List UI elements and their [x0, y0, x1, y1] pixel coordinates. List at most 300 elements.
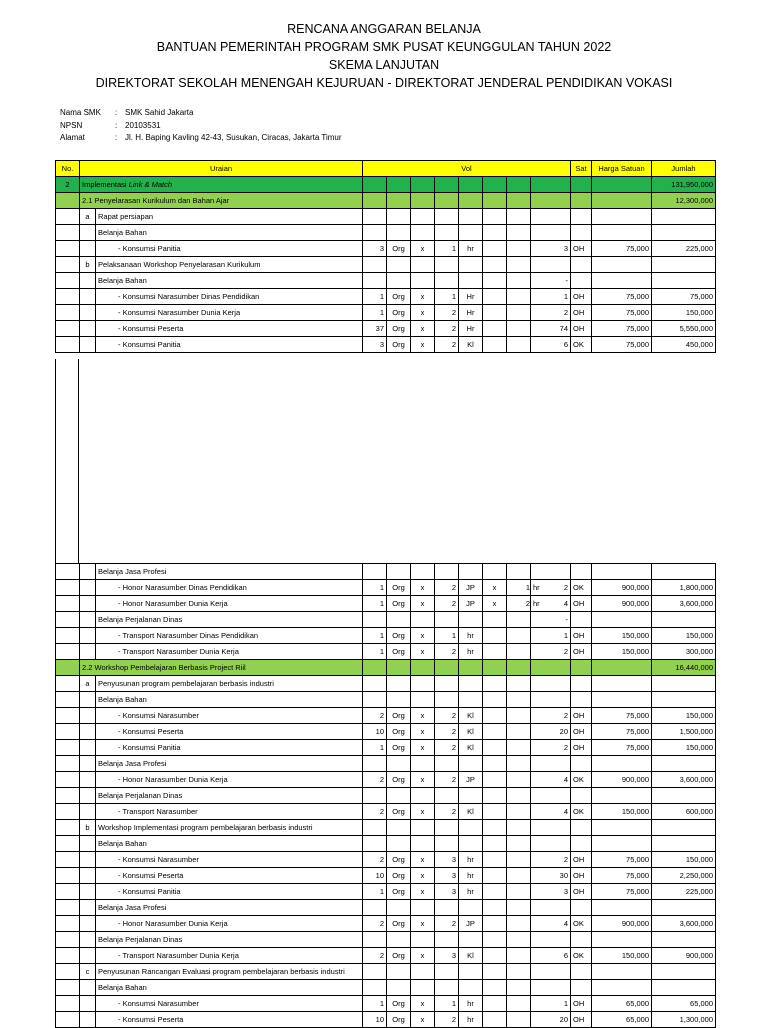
table-cell — [435, 193, 459, 209]
table-cell — [652, 756, 716, 772]
line-total: 900,000 — [652, 948, 716, 964]
unit-sat: OH — [571, 241, 592, 257]
subsection-number: 2.1 — [82, 195, 93, 205]
category-total-vol — [531, 564, 571, 580]
info-value: Jl. H. Baping Kavling 42-43, Susukan, Ciracas, Jakarta Timur — [125, 133, 342, 142]
item-description: - Transport Narasumber — [96, 804, 363, 820]
vol-qty-3 — [507, 724, 531, 740]
table-cell — [592, 257, 652, 273]
activity-letter: b — [80, 820, 96, 836]
table-cell — [459, 980, 483, 996]
table-cell — [56, 932, 80, 948]
table-cell — [80, 740, 96, 756]
table-cell — [80, 788, 96, 804]
table-cell — [387, 932, 411, 948]
table-cell — [592, 676, 652, 692]
item-row — [56, 321, 716, 337]
unit-sat: OH — [571, 852, 592, 868]
table-cell — [507, 836, 531, 852]
table-cell — [531, 660, 571, 676]
table-cell — [571, 676, 592, 692]
vol-qty-1: 3 — [363, 241, 387, 257]
vol-total-cell — [531, 321, 571, 337]
table-cell — [507, 257, 531, 273]
table-cell — [56, 225, 80, 241]
category-row — [56, 788, 716, 804]
table-cell — [435, 564, 459, 580]
vol-qty-2: 1 — [435, 241, 459, 257]
item-row — [56, 740, 716, 756]
table-cell — [56, 612, 80, 628]
vol-unit-1: Org — [387, 916, 411, 932]
table-cell — [507, 660, 531, 676]
vol-qty-3 — [507, 804, 531, 820]
table-cell — [411, 788, 435, 804]
vol-unit-1: Org — [387, 337, 411, 353]
vol-times-1: x — [411, 305, 435, 321]
unit-price: 900,000 — [592, 772, 652, 788]
table-cell — [507, 788, 531, 804]
line-total: 75,000 — [652, 289, 716, 305]
table-cell — [531, 964, 571, 980]
table-cell — [411, 964, 435, 980]
table-cell — [652, 209, 716, 225]
activity-row — [56, 676, 716, 692]
vol-unit-1: Org — [387, 289, 411, 305]
table-cell — [459, 932, 483, 948]
table-cell — [411, 836, 435, 852]
table-cell — [531, 193, 571, 209]
subsection-number: 2.2 — [82, 662, 93, 672]
table-cell — [507, 612, 531, 628]
table-cell — [411, 932, 435, 948]
line-total: 3,600,000 — [652, 772, 716, 788]
table-cell — [652, 564, 716, 580]
table-cell — [571, 257, 592, 273]
item-description: - Honor Narasumber Dunia Kerja — [96, 916, 363, 932]
vol-times-1: x — [411, 321, 435, 337]
table-header — [56, 161, 716, 177]
line-total: 600,000 — [652, 804, 716, 820]
vol-qty-2: 3 — [435, 884, 459, 900]
unit-price: 75,000 — [592, 708, 652, 724]
table-cell — [56, 884, 80, 900]
table-cell — [652, 257, 716, 273]
activity-row — [56, 257, 716, 273]
item-row — [56, 305, 716, 321]
vol-qty-3 — [507, 241, 531, 257]
table-cell — [80, 225, 96, 241]
vol-qty-1: 1 — [363, 305, 387, 321]
vol-qty-2: 3 — [435, 852, 459, 868]
table-cell — [571, 225, 592, 241]
vol-unit-1: Org — [387, 804, 411, 820]
vol-qty-3 — [507, 321, 531, 337]
table-cell — [483, 676, 507, 692]
table-cell — [80, 692, 96, 708]
category-title: Belanja Jasa Profesi — [96, 756, 363, 772]
table-cell — [411, 660, 435, 676]
unit-price: 900,000 — [592, 580, 652, 596]
subsection-title — [80, 660, 363, 676]
table-cell — [363, 273, 387, 289]
activity-title: Pelaksanaan Workshop Penyelarasan Kurikulum — [96, 257, 363, 273]
table-cell — [435, 964, 459, 980]
table-cell — [387, 564, 411, 580]
vol-times-2 — [483, 916, 507, 932]
vol-unit-2: JP — [459, 772, 483, 788]
table-cell — [571, 836, 592, 852]
table-cell — [571, 177, 592, 193]
table-cell — [56, 900, 80, 916]
vol-total: 4 — [563, 774, 568, 784]
vol-total-cell — [531, 708, 571, 724]
table-cell — [80, 337, 96, 353]
table-cell — [483, 273, 507, 289]
table-cell — [483, 257, 507, 273]
table-cell — [652, 820, 716, 836]
table-cell — [80, 273, 96, 289]
vol-total: 2 — [563, 646, 568, 656]
category-row — [56, 836, 716, 852]
vol-qty-1: 1 — [363, 580, 387, 596]
vol-unit-2: Kl — [459, 708, 483, 724]
table-cell — [592, 692, 652, 708]
info-label: NPSN — [60, 120, 83, 130]
table-cell — [459, 964, 483, 980]
table-cell — [56, 708, 80, 724]
vol-total-cell — [531, 996, 571, 1012]
vol-unit-3: hr — [533, 598, 540, 608]
table-cell — [387, 820, 411, 836]
table-cell — [387, 788, 411, 804]
vol-qty-2: 2 — [435, 337, 459, 353]
vol-times-1: x — [411, 884, 435, 900]
unit-sat: OH — [571, 596, 592, 612]
table-cell — [387, 964, 411, 980]
item-row — [56, 596, 716, 612]
table-cell — [483, 980, 507, 996]
category-total-vol — [531, 756, 571, 772]
table-cell — [363, 980, 387, 996]
vol-qty-1: 1 — [363, 628, 387, 644]
vol-total: 3 — [563, 243, 568, 253]
vol-times-2 — [483, 337, 507, 353]
vol-times-1: x — [411, 772, 435, 788]
vol-unit-2: Hr — [459, 321, 483, 337]
vol-qty-2: 2 — [435, 740, 459, 756]
table-cell — [387, 660, 411, 676]
header-uraian: Uraian — [80, 161, 363, 177]
table-cell — [387, 273, 411, 289]
item-row — [56, 916, 716, 932]
unit-sat: OH — [571, 868, 592, 884]
table-cell — [80, 804, 96, 820]
vol-unit-2: Kl — [459, 740, 483, 756]
table-cell — [571, 980, 592, 996]
vol-unit-1: Org — [387, 305, 411, 321]
vol-qty-2: 2 — [435, 916, 459, 932]
table-cell — [387, 209, 411, 225]
table-cell — [411, 177, 435, 193]
vol-unit-2: hr — [459, 868, 483, 884]
vol-times-2 — [483, 724, 507, 740]
table-cell — [363, 676, 387, 692]
table-cell — [80, 564, 96, 580]
category-total-vol — [531, 900, 571, 916]
vol-times-1: x — [411, 708, 435, 724]
activity-title: Rapat persiapan — [96, 209, 363, 225]
vol-qty-1: 2 — [363, 916, 387, 932]
table-cell — [387, 692, 411, 708]
table-cell — [652, 612, 716, 628]
item-description: - Konsumsi Narasumber — [96, 852, 363, 868]
vol-total-cell — [531, 580, 571, 596]
activity-title: Workshop Implementasi program pembelajaran berbasis industri — [96, 820, 363, 836]
table-cell — [363, 257, 387, 273]
category-row — [56, 980, 716, 996]
header-harga-satuan: Harga Satuan — [592, 161, 652, 177]
table-cell — [80, 644, 96, 660]
item-row — [56, 337, 716, 353]
vol-qty-3 — [507, 916, 531, 932]
category-title: Belanja Perjalanan Dinas — [96, 932, 363, 948]
table-cell — [459, 756, 483, 772]
vol-times-1: x — [411, 241, 435, 257]
table-cell — [435, 257, 459, 273]
vol-times-1: x — [411, 580, 435, 596]
unit-sat: OH — [571, 708, 592, 724]
table-cell — [592, 273, 652, 289]
table-cell — [56, 804, 80, 820]
vol-qty-3: 1 — [507, 580, 531, 596]
vol-qty-3 — [507, 305, 531, 321]
line-total: 2,250,000 — [652, 868, 716, 884]
table-cell — [80, 708, 96, 724]
table-cell — [387, 225, 411, 241]
header-vol: Vol — [363, 161, 571, 177]
section-total: 131,950,000 — [652, 177, 716, 193]
table-cell — [411, 273, 435, 289]
table-cell — [56, 628, 80, 644]
subsection-title — [80, 193, 363, 209]
vol-unit-1: Org — [387, 628, 411, 644]
vol-times-2 — [483, 628, 507, 644]
vol-unit-1: Org — [387, 740, 411, 756]
vol-qty-3 — [507, 740, 531, 756]
table-cell — [56, 820, 80, 836]
vol-total: 74 — [559, 323, 568, 333]
item-description: - Konsumsi Peserta — [96, 1012, 363, 1028]
vol-total: 2 — [563, 710, 568, 720]
subsection-row — [56, 660, 716, 676]
title-line-4: DIREKTORAT SEKOLAH MENENGAH KEJURUAN - DIREKTORAT JENDERAL PENDIDIKAN VOKASI — [95, 76, 673, 90]
vol-total-cell — [531, 628, 571, 644]
unit-price: 150,000 — [592, 948, 652, 964]
vol-unit-1: Org — [387, 708, 411, 724]
subsection-total: 16,440,000 — [652, 660, 716, 676]
vol-times-1: x — [411, 804, 435, 820]
info-value: SMK Sahid Jakarta — [125, 108, 194, 117]
table-cell — [363, 692, 387, 708]
category-title: Belanja Jasa Profesi — [96, 564, 363, 580]
vol-times-2 — [483, 868, 507, 884]
unit-price: 75,000 — [592, 868, 652, 884]
vol-times-2 — [483, 305, 507, 321]
item-description: - Konsumsi Panitia — [96, 337, 363, 353]
info-row-npsn: NPSN : 20103531 — [60, 120, 342, 133]
table-cell — [483, 692, 507, 708]
table-cell — [387, 900, 411, 916]
unit-sat: OH — [571, 1012, 592, 1028]
table-cell — [571, 193, 592, 209]
item-description: - Konsumsi Peserta — [96, 724, 363, 740]
vol-total-cell — [531, 289, 571, 305]
table-cell — [80, 884, 96, 900]
table-cell — [56, 193, 80, 209]
vol-total-cell — [531, 740, 571, 756]
vol-unit-1: Org — [387, 772, 411, 788]
category-total-vol — [531, 788, 571, 804]
vol-times-1: x — [411, 740, 435, 756]
vol-total-cell — [531, 241, 571, 257]
school-info — [60, 107, 342, 145]
vol-unit-1: Org — [387, 852, 411, 868]
table-cell — [56, 596, 80, 612]
item-description: - Honor Narasumber Dunia Kerja — [96, 772, 363, 788]
page-gap-border — [55, 359, 86, 564]
category-row — [56, 756, 716, 772]
table-cell — [507, 756, 531, 772]
vol-qty-1: 1 — [363, 740, 387, 756]
vol-total-cell — [531, 804, 571, 820]
table-cell — [652, 836, 716, 852]
table-cell — [363, 788, 387, 804]
unit-sat: OH — [571, 996, 592, 1012]
item-row — [56, 628, 716, 644]
info-row-nama: Nama SMK : SMK Sahid Jakarta — [60, 107, 342, 120]
table-cell — [411, 209, 435, 225]
table-cell — [507, 564, 531, 580]
item-row — [56, 948, 716, 964]
table-cell — [459, 612, 483, 628]
table-cell — [435, 177, 459, 193]
category-total-vol: - — [531, 273, 571, 289]
vol-times-2 — [483, 884, 507, 900]
unit-price: 150,000 — [592, 804, 652, 820]
vol-times-2 — [483, 241, 507, 257]
vol-unit-2: Hr — [459, 289, 483, 305]
vol-times-2 — [483, 321, 507, 337]
vol-unit-2: hr — [459, 628, 483, 644]
table-cell — [80, 724, 96, 740]
table-cell — [363, 964, 387, 980]
table-cell — [363, 612, 387, 628]
table-cell — [56, 740, 80, 756]
table-cell — [56, 964, 80, 980]
vol-qty-3 — [507, 628, 531, 644]
unit-price: 75,000 — [592, 321, 652, 337]
table-cell — [592, 980, 652, 996]
table-cell — [80, 1012, 96, 1028]
table-cell — [592, 900, 652, 916]
table-cell — [571, 756, 592, 772]
subsection-title-text: Penyelarasan Kurikulum dan Bahan Ajar — [94, 195, 230, 205]
item-row — [56, 708, 716, 724]
vol-unit-2: hr — [459, 852, 483, 868]
info-label: Alamat — [60, 133, 85, 142]
category-total-vol — [531, 980, 571, 996]
vol-times-1: x — [411, 948, 435, 964]
vol-total: 2 — [563, 742, 568, 752]
vol-qty-2: 2 — [435, 580, 459, 596]
table-cell — [592, 660, 652, 676]
table-cell — [56, 289, 80, 305]
vol-unit-2: JP — [459, 916, 483, 932]
table-cell — [56, 241, 80, 257]
table-cell — [483, 836, 507, 852]
activity-row — [56, 820, 716, 836]
table-cell — [435, 756, 459, 772]
table-cell — [387, 177, 411, 193]
table-cell — [363, 564, 387, 580]
table-cell — [411, 756, 435, 772]
vol-qty-1: 37 — [363, 321, 387, 337]
vol-total-cell — [531, 305, 571, 321]
unit-price: 75,000 — [592, 884, 652, 900]
table-cell — [459, 209, 483, 225]
vol-qty-3 — [507, 868, 531, 884]
vol-unit-1: Org — [387, 241, 411, 257]
budget-table-part-1 — [55, 160, 716, 353]
table-cell — [592, 564, 652, 580]
table-cell — [435, 980, 459, 996]
vol-qty-1: 2 — [363, 804, 387, 820]
table-cell — [571, 932, 592, 948]
table-cell — [435, 836, 459, 852]
category-title: Belanja Bahan — [96, 836, 363, 852]
section-number: 2 — [56, 177, 80, 193]
budget-table-part-2 — [55, 563, 716, 1028]
unit-sat: OK — [571, 916, 592, 932]
vol-times-2 — [483, 644, 507, 660]
table-cell — [531, 820, 571, 836]
line-total: 150,000 — [652, 852, 716, 868]
vol-qty-1: 2 — [363, 708, 387, 724]
table-cell — [56, 321, 80, 337]
line-total: 225,000 — [652, 241, 716, 257]
table-cell — [507, 177, 531, 193]
vol-qty-1: 10 — [363, 724, 387, 740]
vol-times-2 — [483, 852, 507, 868]
table-cell — [80, 980, 96, 996]
activity-letter: a — [80, 209, 96, 225]
unit-sat: OH — [571, 724, 592, 740]
table-cell — [459, 257, 483, 273]
item-description: - Transport Narasumber Dunia Kerja — [96, 948, 363, 964]
table-cell — [363, 193, 387, 209]
line-total: 1,500,000 — [652, 724, 716, 740]
activity-letter: c — [80, 964, 96, 980]
item-description: - Konsumsi Narasumber — [96, 708, 363, 724]
category-title: Belanja Perjalanan Dinas — [96, 788, 363, 804]
vol-unit-2: Kl — [459, 724, 483, 740]
table-cell — [592, 225, 652, 241]
table-cell — [459, 692, 483, 708]
table-cell — [411, 980, 435, 996]
table-cell — [592, 756, 652, 772]
table-cell — [459, 820, 483, 836]
